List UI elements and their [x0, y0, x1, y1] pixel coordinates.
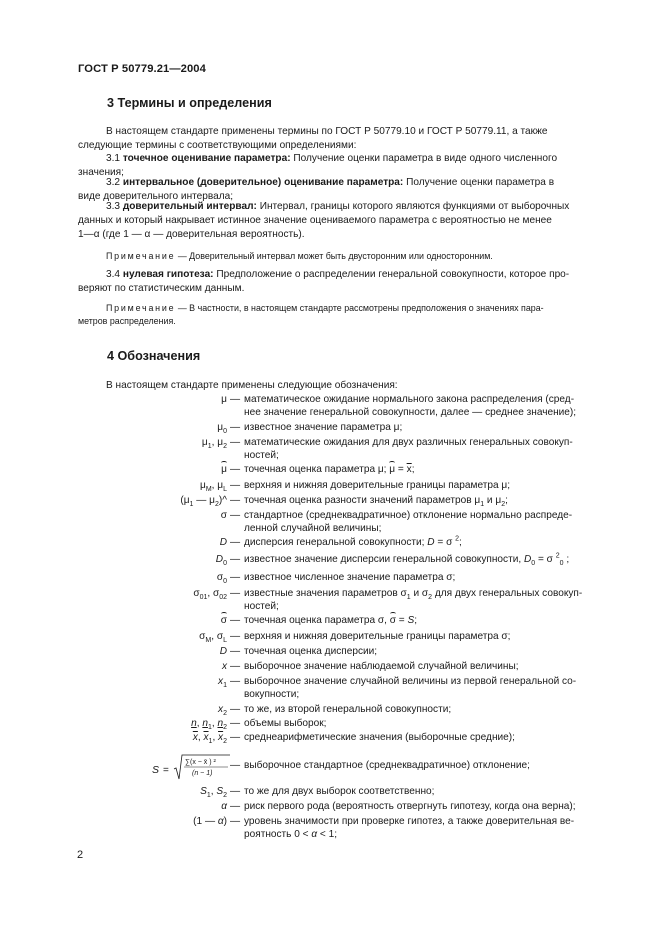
symbol-definition: математическое ожидание нормального закона распределения (сред- нее значение генеральной совокупности, далее — среднее значение); — [244, 394, 577, 419]
symbol-definition: известные значения параметров $\sigma_1$ и $\sigma_2$ для двух генеральных совокуп- ностей; — [244, 588, 583, 613]
symbol: $D_0$ — [215, 554, 227, 568]
symbol: α — [221, 801, 227, 812]
symbol: $\overline{x}$, $\overline{x}_1$, $\overline{x}_2$ — [192, 732, 227, 746]
symbol: σ — [220, 615, 227, 626]
symbol: $\mu_0$ — [217, 422, 227, 436]
definition-text: Предположение о распределении генеральной совокупности, которое про- — [216, 269, 570, 280]
dash: — — [230, 631, 241, 642]
symbol: $\sigma_{01}$, $\sigma_{02}$ — [193, 588, 227, 602]
symbol: n, $n_1$, $n_2$ — [191, 718, 227, 732]
symbol: μ — [221, 394, 227, 405]
svg-text:∑(x − x̄ ) ²: ∑(x − x̄ ) ² — [185, 759, 216, 766]
dash: — — [230, 588, 241, 599]
dash: — — [230, 510, 241, 521]
dash: — — [230, 480, 241, 491]
symbol-definition: стандартное (среднеквадратичное) отклонение нормально распреде- ленной случайной величины; — [244, 510, 573, 535]
note-text: — В частности, в настоящем стандарте рассмотрены предположения о значениях пара- — [177, 303, 544, 313]
definition-number: 3.2 — [106, 177, 121, 188]
symbol-definition: верхняя и нижняя доверительные границы параметра σ; — [244, 631, 511, 642]
symbol: $\sigma_M$, $\sigma_L$ — [199, 631, 227, 645]
section-3-heading: 3 Термины и определения — [107, 96, 272, 110]
symbol: σ — [220, 510, 227, 521]
symbol-definition: среднеарифметические значения (выборочные средние); — [244, 732, 515, 743]
definition-number: 3.4 — [106, 269, 121, 280]
dash: — — [230, 661, 241, 672]
symbol: x — [221, 661, 227, 672]
definition-text: Получение оценки параметра в — [406, 177, 555, 188]
definition-text: Получение оценки параметра в виде одного численного — [293, 153, 558, 164]
dash: — — [230, 732, 241, 743]
definition-text-cont: значения; — [78, 167, 124, 179]
definition-text-cont: 1—α (где 1 — α — доверительная вероятность). — [78, 229, 305, 241]
symbol: μ — [221, 464, 227, 475]
definition-term: доверительный интервал: — [122, 201, 257, 212]
dash: — — [230, 437, 241, 448]
symbol: $\mu_1$, $\mu_2$ — [201, 437, 227, 451]
definition-text: Интервал, границы которого являются функциями от выборочных — [259, 201, 570, 212]
symbol-definition: известное значение дисперсии генеральной совокупности, $D_0 = \sigma$ $^2_0$ ; — [244, 552, 570, 568]
note-text: — Доверительный интервал может быть двусторонним или односторонним. — [177, 251, 493, 261]
definition-text-cont: виде доверительного интервала; — [78, 191, 234, 203]
svg-text:=: = — [163, 765, 169, 776]
symbol-definition: верхняя и нижняя доверительные границы параметра μ; — [244, 480, 511, 491]
symbol: D — [219, 537, 227, 548]
symbol-definition: точечная оценка разности значений параметров $\mu_1$ и $\mu_2$; — [244, 495, 508, 509]
symbol-definition: известное значение параметра μ; — [244, 422, 403, 433]
sample-std-formula — [152, 752, 232, 782]
symbol: ($\mu_1$ — $\mu_2)\^{}$ — [180, 495, 227, 509]
definition-term: интервальное (доверительное) оценивание параметра: — [122, 177, 404, 188]
definition-term: точечное оценивание параметра: — [122, 153, 291, 164]
dash: — — [230, 760, 241, 771]
definition-3-3 — [78, 200, 586, 243]
svg-text:S: S — [152, 764, 160, 776]
dash: — — [230, 816, 241, 827]
symbol-definition: выборочное значение случайной величины из первой генеральной со- вокупности; — [244, 676, 577, 701]
standard-designation: ГОСТ Р 50779.21—2004 — [78, 63, 206, 75]
symbol-definition: то же для двух выборок соответственно; — [244, 786, 435, 797]
section-3-intro — [78, 125, 586, 153]
dash: — — [230, 676, 241, 687]
symbol-definition: точечная оценка параметра μ; $\mu = \overline{x}$; — [244, 464, 415, 475]
intro-text: В настоящем стандарте применены следующие обозначения: — [106, 380, 398, 391]
definition-text-cont: веряют по статистическим данным. — [78, 283, 245, 295]
dash: — — [230, 394, 241, 405]
dash: — — [230, 615, 241, 626]
symbol-definition: уровень значимости при проверке гипотез, а также доверительная ве- роятность 0 < α < 1; — [244, 816, 575, 841]
symbol: $x_1$ — [218, 676, 227, 690]
note-2 — [78, 302, 586, 329]
definition-number: 3.1 — [106, 153, 121, 164]
dash: — — [230, 786, 241, 797]
symbol-definition: точечная оценка дисперсии; — [244, 646, 378, 657]
symbol-definition: выборочное стандартное (среднеквадратичное) отклонение; — [244, 760, 530, 771]
symbol-definition: дисперсия генеральной совокупности; D = σ $^2$; — [244, 535, 462, 548]
definition-number: 3.3 — [106, 201, 121, 212]
dash: — — [230, 704, 241, 715]
symbol: $x_2$ — [218, 704, 227, 718]
intro-line-2: следующие термины с соответствующими определениями: — [78, 140, 357, 152]
page-number: 2 — [77, 849, 84, 861]
intro-line-1: В настоящем стандарте применены термины по ГОСТ Р 50779.10 и ГОСТ Р 50779.11, а также — [106, 126, 548, 137]
symbol: D — [219, 646, 227, 657]
dash: — — [230, 718, 241, 729]
definition-term: нулевая гипотеза: — [122, 269, 214, 280]
symbol: $S_1$, $S_2$ — [200, 786, 227, 800]
dash: — — [230, 464, 241, 475]
definition-3-4 — [78, 268, 586, 296]
symbol-definition: риск первого рода (вероятность отвергнуть гипотезу, когда она верна); — [244, 801, 576, 812]
symbol-definition: объемы выборок; — [244, 718, 327, 729]
note-label: Примечание — [106, 303, 176, 313]
dash: — — [230, 537, 241, 548]
symbol-definition: выборочное значение наблюдаемой случайной величины; — [244, 661, 519, 672]
symbol: $\sigma_0$ — [216, 572, 227, 586]
section-4-heading: 4 Обозначения — [107, 349, 201, 363]
symbol-definition: точечная оценка параметра σ, σ = S; — [244, 615, 417, 626]
symbol-definition: математические ожидания для двух различных генеральных совокуп- ностей; — [244, 437, 573, 462]
symbol: (1 — α) — [193, 816, 227, 827]
note-text-cont: метров распределения. — [78, 316, 176, 327]
svg-text:(n − 1): (n − 1) — [192, 770, 213, 777]
note-1 — [78, 250, 586, 263]
section-4-intro — [78, 379, 586, 393]
dash: — — [230, 554, 241, 565]
definition-text-cont: данных и который накрывает истинное значение оцениваемого параметра с вероятностью не менее — [78, 215, 552, 227]
note-label: Примечание — [106, 251, 176, 261]
dash: — — [230, 646, 241, 657]
symbol-definition: то же, из второй генеральной совокупности; — [244, 704, 452, 715]
dash: — — [230, 495, 241, 506]
symbol-definition: известное численное значение параметра σ; — [244, 572, 456, 583]
symbol: $\mu_M$, $\mu_L$ — [199, 480, 227, 494]
dash: — — [230, 801, 241, 812]
dash: — — [230, 572, 241, 583]
dash: — — [230, 422, 241, 433]
